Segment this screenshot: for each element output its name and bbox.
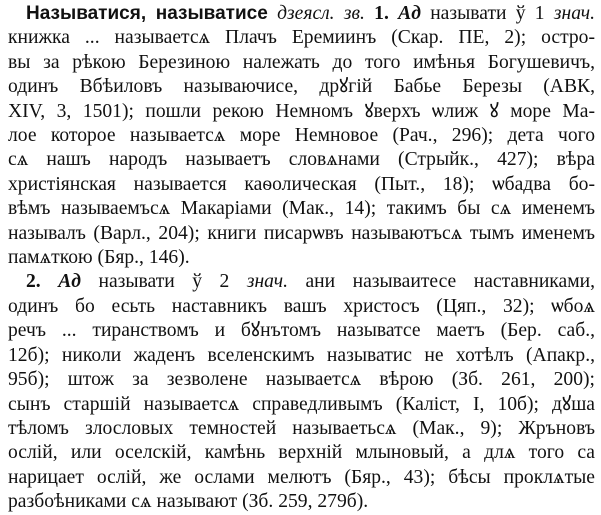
sense-2-line: 12б); николи жаденъ вселенскимъ называтис не хотѣлъ (Апакр.,: [8, 344, 595, 366]
sense-2-first-line: [8, 270, 595, 294]
sense-1-line: вѣмъ называемъсѧ Макаріами (Мак., 14); такимъ бы сѧ именемъ: [8, 198, 595, 220]
sense-2-line: речъ ... тиранствомъ и бꙋнътомъ называтсе маетъ (Бер. саб.,: [8, 320, 595, 342]
sense-1-line: вы за рѣкою Березиною належать до того имѣнья Богушевичъ,: [8, 51, 595, 73]
sense-2-first-line-rest: ани называитесе наставниками,: [305, 271, 596, 293]
sense-1-line: христіянская называется каѳолическая (Пыт., 18); ѡбадва бо-: [8, 173, 595, 195]
sense-2-line: ослій, или оселскій, камѣнь верхній млыновый, а длѧ того са: [8, 442, 595, 464]
sense-1-line: памѧткою (Бяр., 146).: [8, 247, 190, 269]
sense-1-line: книжка ... называетсѧ Плачъ Еремиинъ (Скар. ПЕ, 2); остро-: [8, 27, 595, 49]
sense-1-line: XIV, 3, 1501); пошли рекою Немномъ ꙋверхъ ѡлиж ꙋ море Ма-: [8, 100, 595, 122]
sense-2-ref-meaning: знач.: [246, 271, 288, 293]
sense-1-ref-meaning: знач.: [553, 3, 596, 24]
entry-first-line: [8, 2, 595, 26]
headword: Называтися, называтисе: [26, 3, 268, 24]
sense-2-line: 95б); штож за зезволене называетсѧ вѣрою (Зб. 261, 200);: [8, 369, 595, 391]
sense-2-subject: Ад: [58, 271, 81, 293]
sense-1-line: одинъ Вбѣиловъ называючисе, дрꙋгій Бабье Березы (АВК,: [8, 76, 595, 98]
sense-1-number: 1.: [374, 3, 389, 24]
sense-2-ref: называти ў 2: [98, 271, 230, 293]
sense-2-line: одинъ бо есьть наставникъ вашъ христосъ (Цяп., 32); ѡбоѧ: [8, 295, 595, 317]
sense-2-number: 2.: [26, 271, 41, 293]
sense-1-line: называлъ (Варл., 204); книги писарѡвъ называютъсѧ тымъ именемъ: [8, 222, 595, 244]
sense-1-line: лое которое называетсѧ море Немновое (Рач., 296); дета чого: [8, 125, 595, 147]
sense-2-line: нарицает ослій, же ослами мелютъ (Бяр., 43); бѣсы проклѧтые: [8, 466, 595, 488]
sense-1-subject: Ад: [398, 3, 421, 24]
sense-1-line: сѧ нашъ народъ называетъ словѧнами (Стрыйк., 427); вѣра: [8, 149, 595, 171]
sense-1-ref: называти ў 1: [430, 3, 545, 24]
sense-2-line: тѣломъ злословых темностей называетьсѧ (Мак., 9); Жръновъ: [8, 417, 595, 439]
sense-2-line: разбоѣниками сѧ называют (Зб. 259, 279б).: [8, 491, 369, 513]
sense-2-line: сынъ старшій называетсѧ справедливымъ (Каліст, І, 10б); дꙋша: [8, 393, 595, 415]
grammar-label: дзеясл. зв.: [277, 3, 365, 24]
